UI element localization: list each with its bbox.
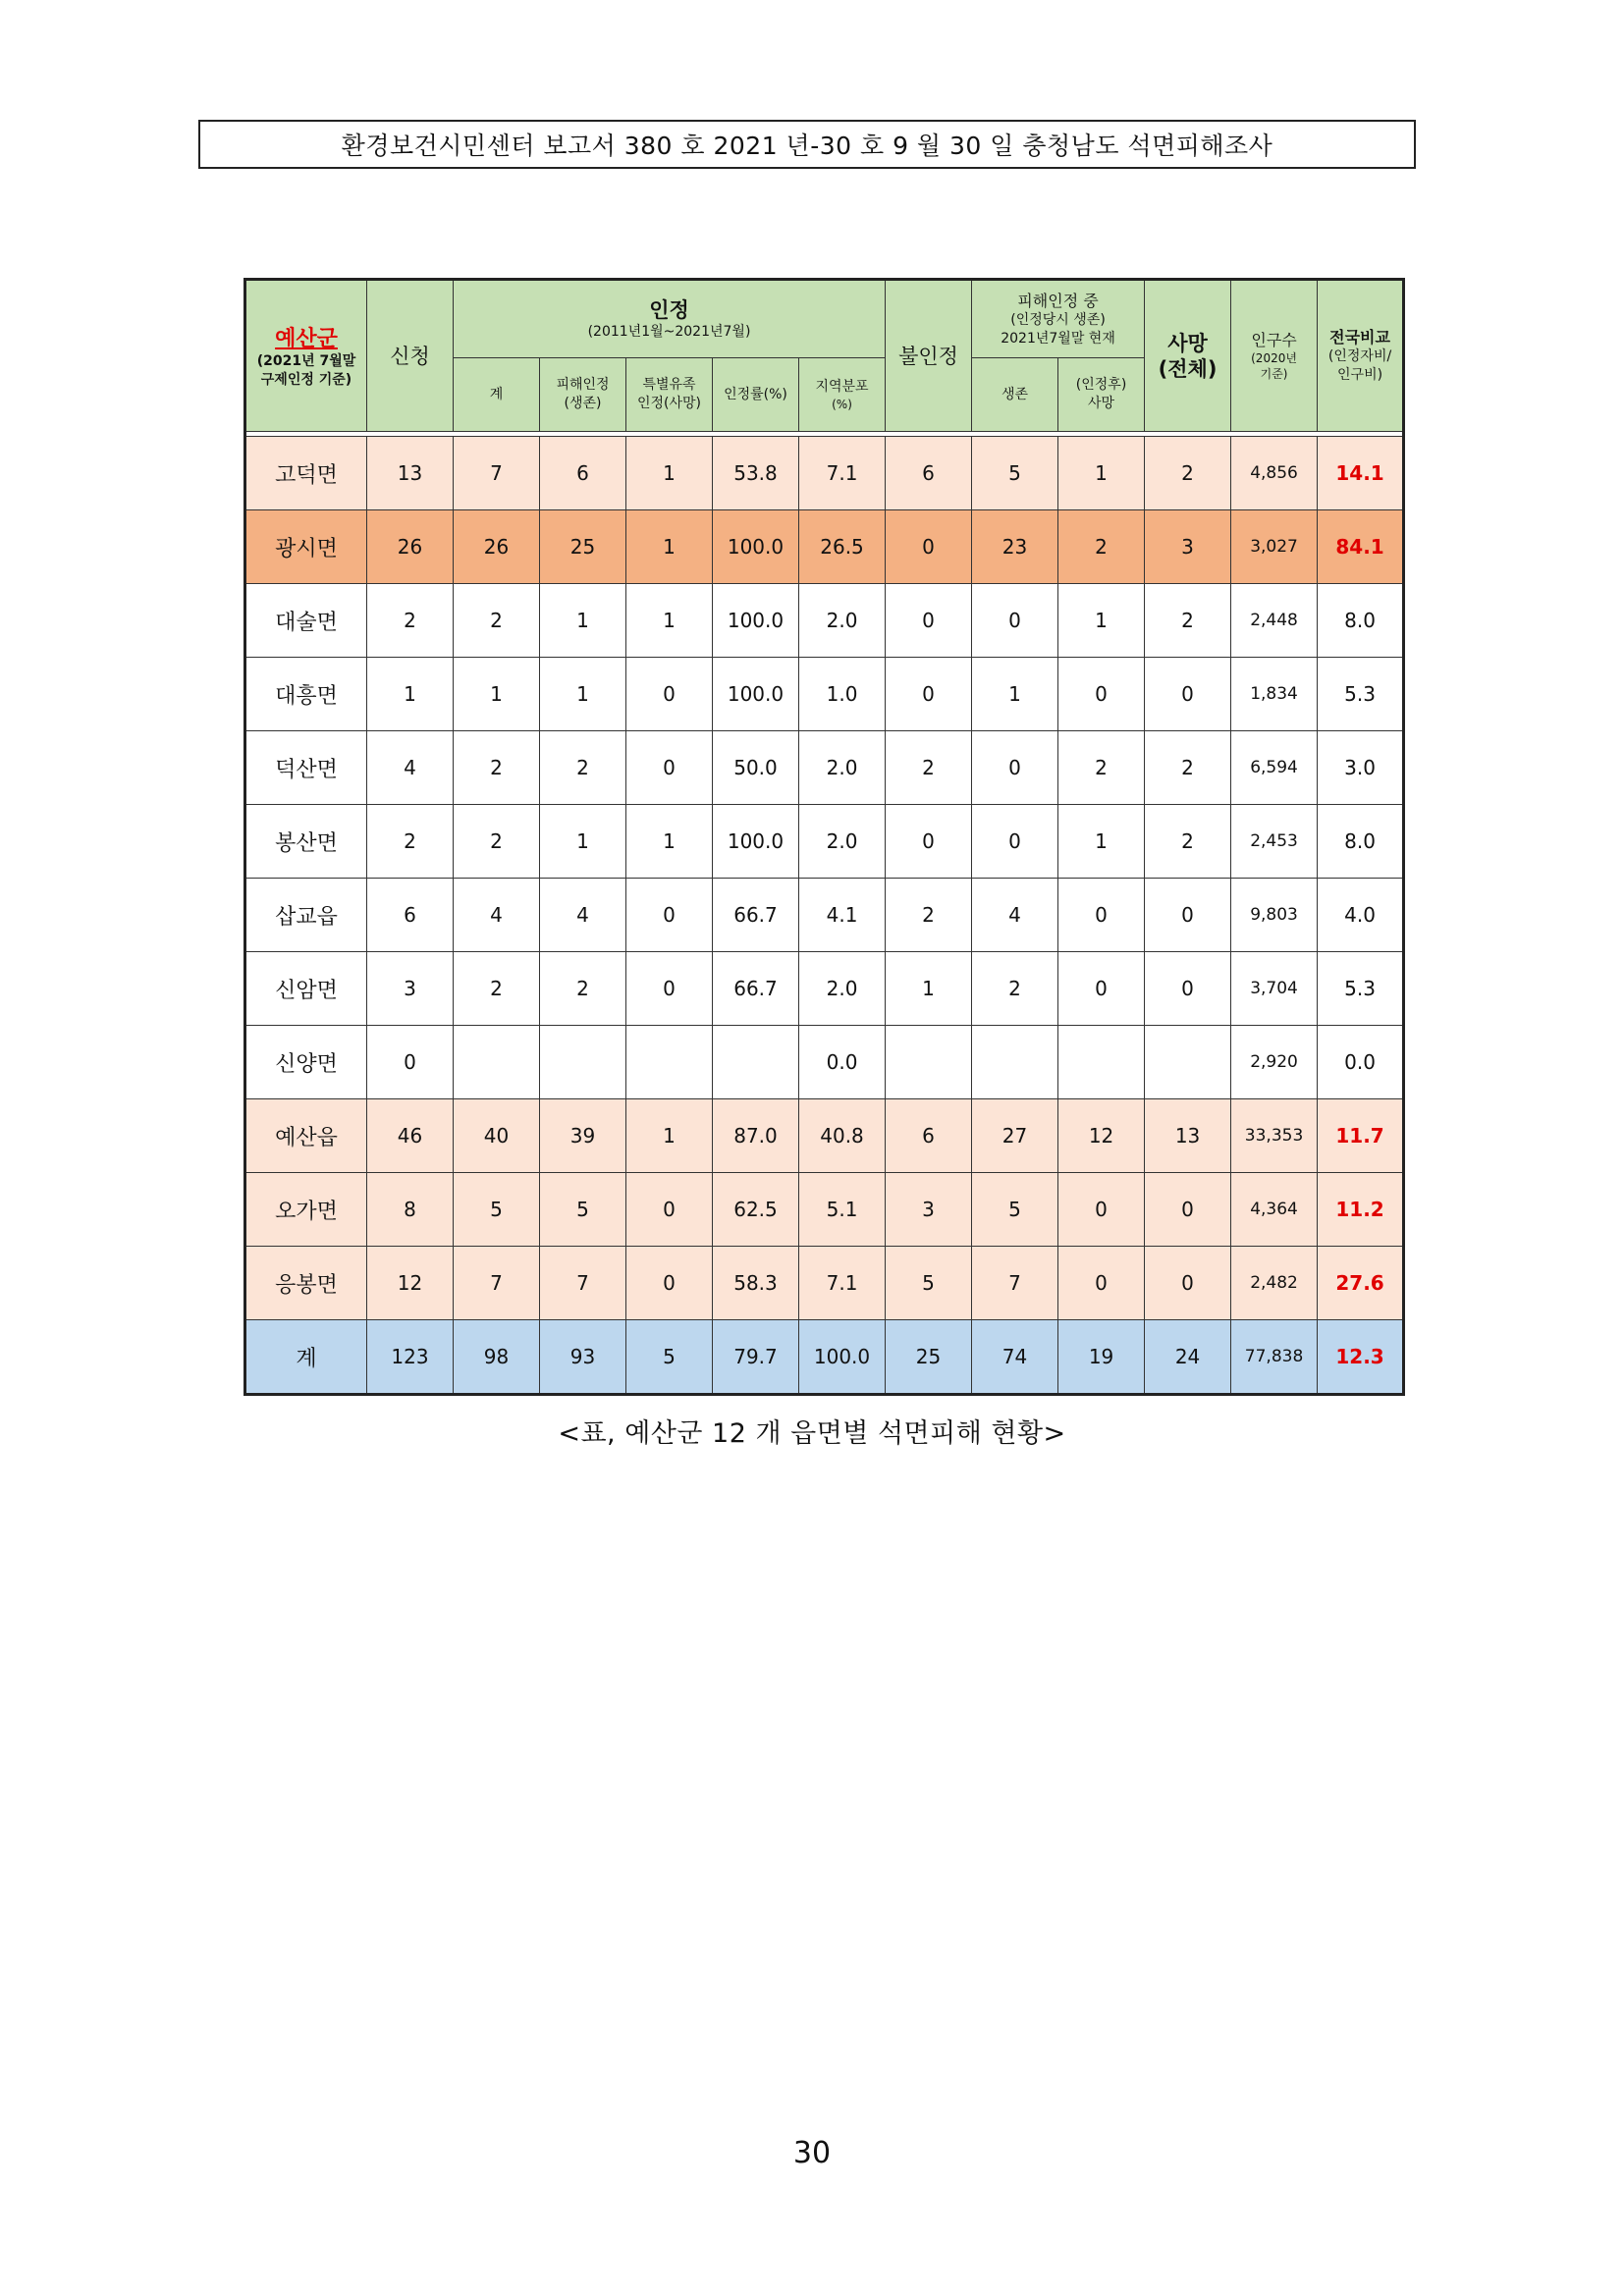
cell-dead-after: 0: [1058, 1247, 1145, 1320]
cell-compare: 12.3: [1318, 1320, 1404, 1395]
cell-damage: 1: [540, 584, 626, 658]
cell-death: 2: [1145, 437, 1231, 510]
table-body: [245, 432, 1404, 1395]
cell-dist: 2.0: [799, 584, 886, 658]
cell-compare: 5.3: [1318, 952, 1404, 1026]
table-caption: <표, 예산군 12 개 읍면별 석면피해 현황>: [558, 1418, 1066, 1449]
cell-death: 0: [1145, 952, 1231, 1026]
cell-special: 5: [626, 1320, 713, 1395]
header-recog-distribution: 지역분포 (%): [799, 358, 886, 432]
cell-special: 1: [626, 510, 713, 584]
cell-pop: 3,027: [1231, 510, 1318, 584]
cell-nonrecog: 0: [886, 584, 972, 658]
header-within-recognized: 피해인정 중 (인정당시 생존) 2021년7월말 현재: [972, 280, 1145, 358]
cell-dead-after: 19: [1058, 1320, 1145, 1395]
cell-compare: 5.3: [1318, 658, 1404, 731]
cell-rate: 100.0: [713, 658, 799, 731]
cell-alive: 7: [972, 1247, 1058, 1320]
cell-name: 신양면: [245, 1026, 367, 1099]
cell-compare: 0.0: [1318, 1026, 1404, 1099]
cell-apply: 6: [367, 879, 454, 952]
cell-rate: 100.0: [713, 584, 799, 658]
cell-pop: 2,448: [1231, 584, 1318, 658]
cell-alive: 5: [972, 437, 1058, 510]
cell-damage: 4: [540, 879, 626, 952]
cell-dist: 2.0: [799, 952, 886, 1026]
table-row: [245, 437, 1404, 510]
table-row: [245, 879, 1404, 952]
cell-pop: 6,594: [1231, 731, 1318, 805]
cell-alive: 74: [972, 1320, 1058, 1395]
cell-pop: 33,353: [1231, 1099, 1318, 1173]
table-row: [245, 510, 1404, 584]
cell-apply: 3: [367, 952, 454, 1026]
cell-dead-after: 0: [1058, 1173, 1145, 1247]
cell-damage: 93: [540, 1320, 626, 1395]
cell-total: 7: [454, 1247, 540, 1320]
table-row: [245, 1173, 1404, 1247]
report-header-title: 환경보건시민센터 보고서 380 호 2021 년-30 호 9 월 30 일 충청남도 석면피해조사: [341, 132, 1273, 160]
cell-death: 0: [1145, 658, 1231, 731]
cell-special: 1: [626, 437, 713, 510]
header-recog-total: 계: [454, 358, 540, 432]
table-row: [245, 658, 1404, 731]
cell-name: 삽교읍: [245, 879, 367, 952]
cell-pop: 2,920: [1231, 1026, 1318, 1099]
cell-pop: 2,453: [1231, 805, 1318, 879]
cell-death: 0: [1145, 879, 1231, 952]
cell-dist: 5.1: [799, 1173, 886, 1247]
cell-nonrecog: 6: [886, 1099, 972, 1173]
cell-name: 예산읍: [245, 1099, 367, 1173]
cell-apply: 12: [367, 1247, 454, 1320]
cell-name: 고덕면: [245, 437, 367, 510]
cell-dead-after: [1058, 1026, 1145, 1099]
cell-damage: 2: [540, 731, 626, 805]
cell-rate: 58.3: [713, 1247, 799, 1320]
cell-total: 4: [454, 879, 540, 952]
cell-total: 5: [454, 1173, 540, 1247]
cell-death: 3: [1145, 510, 1231, 584]
header-recognition: 인정 (2011년1월~2021년7월): [454, 280, 886, 358]
cell-alive: 4: [972, 879, 1058, 952]
page-number: 30: [792, 2136, 832, 2170]
cell-apply: 0: [367, 1026, 454, 1099]
cell-rate: 53.8: [713, 437, 799, 510]
cell-rate: 100.0: [713, 510, 799, 584]
table-row: [245, 952, 1404, 1026]
cell-rate: 100.0: [713, 805, 799, 879]
cell-rate: 87.0: [713, 1099, 799, 1173]
cell-damage: 2: [540, 952, 626, 1026]
cell-damage: 7: [540, 1247, 626, 1320]
table-row: [245, 1320, 1404, 1395]
cell-pop: 1,834: [1231, 658, 1318, 731]
cell-special: 0: [626, 731, 713, 805]
cell-name: 계: [245, 1320, 367, 1395]
cell-total: 1: [454, 658, 540, 731]
header-row-1: [245, 280, 1404, 358]
cell-compare: 27.6: [1318, 1247, 1404, 1320]
cell-alive: 0: [972, 731, 1058, 805]
cell-total: 98: [454, 1320, 540, 1395]
cell-dist: 100.0: [799, 1320, 886, 1395]
cell-compare: 11.7: [1318, 1099, 1404, 1173]
cell-compare: 11.2: [1318, 1173, 1404, 1247]
table-row: [245, 731, 1404, 805]
cell-name: 대흥면: [245, 658, 367, 731]
cell-special: 1: [626, 584, 713, 658]
cell-dead-after: 2: [1058, 510, 1145, 584]
cell-death: 2: [1145, 584, 1231, 658]
cell-name: 오가면: [245, 1173, 367, 1247]
cell-rate: 79.7: [713, 1320, 799, 1395]
cell-dist: 2.0: [799, 731, 886, 805]
table-row: [245, 1026, 1404, 1099]
header-region: 예산군 (2021년 7월말 구제인정 기준): [245, 280, 367, 432]
report-header: [198, 120, 1416, 169]
cell-apply: 2: [367, 584, 454, 658]
cell-dist: 7.1: [799, 1247, 886, 1320]
cell-special: 0: [626, 879, 713, 952]
cell-name: 신암면: [245, 952, 367, 1026]
cell-name: 광시면: [245, 510, 367, 584]
cell-damage: 1: [540, 658, 626, 731]
header-within-alive: 생존: [972, 358, 1058, 432]
cell-total: 40: [454, 1099, 540, 1173]
cell-damage: 6: [540, 437, 626, 510]
cell-death: 0: [1145, 1247, 1231, 1320]
cell-dead-after: 1: [1058, 805, 1145, 879]
table-row: [245, 584, 1404, 658]
cell-dead-after: 12: [1058, 1099, 1145, 1173]
cell-pop: 2,482: [1231, 1247, 1318, 1320]
cell-nonrecog: 3: [886, 1173, 972, 1247]
cell-apply: 13: [367, 437, 454, 510]
cell-total: 2: [454, 805, 540, 879]
cell-apply: 46: [367, 1099, 454, 1173]
cell-pop: 9,803: [1231, 879, 1318, 952]
cell-death: 2: [1145, 731, 1231, 805]
header-recog-special: 특별유족 인정(사망): [626, 358, 713, 432]
cell-special: [626, 1026, 713, 1099]
cell-special: 0: [626, 952, 713, 1026]
cell-special: 0: [626, 1173, 713, 1247]
cell-apply: 4: [367, 731, 454, 805]
cell-name: 덕산면: [245, 731, 367, 805]
table-row: [245, 1099, 1404, 1173]
cell-nonrecog: 6: [886, 437, 972, 510]
cell-dist: 0.0: [799, 1026, 886, 1099]
cell-dead-after: 2: [1058, 731, 1145, 805]
cell-name: 대술면: [245, 584, 367, 658]
cell-total: 26: [454, 510, 540, 584]
cell-compare: 4.0: [1318, 879, 1404, 952]
cell-special: 0: [626, 1247, 713, 1320]
cell-dist: 26.5: [799, 510, 886, 584]
cell-total: 2: [454, 584, 540, 658]
header-apply: 신청: [367, 280, 454, 432]
cell-apply: 8: [367, 1173, 454, 1247]
cell-damage: 5: [540, 1173, 626, 1247]
cell-dist: 2.0: [799, 805, 886, 879]
cell-damage: 25: [540, 510, 626, 584]
cell-compare: 8.0: [1318, 584, 1404, 658]
cell-nonrecog: 0: [886, 510, 972, 584]
cell-alive: 0: [972, 805, 1058, 879]
cell-pop: 77,838: [1231, 1320, 1318, 1395]
cell-dead-after: 0: [1058, 879, 1145, 952]
cell-rate: 50.0: [713, 731, 799, 805]
asbestos-damage-table: [244, 278, 1405, 1396]
cell-dead-after: 1: [1058, 584, 1145, 658]
cell-nonrecog: [886, 1026, 972, 1099]
cell-dead-after: 0: [1058, 658, 1145, 731]
cell-alive: 5: [972, 1173, 1058, 1247]
cell-alive: 1: [972, 658, 1058, 731]
cell-death: [1145, 1026, 1231, 1099]
table-row: [245, 805, 1404, 879]
cell-total: 2: [454, 952, 540, 1026]
cell-alive: 27: [972, 1099, 1058, 1173]
header-recog-rate: 인정률(%): [713, 358, 799, 432]
cell-death: 24: [1145, 1320, 1231, 1395]
cell-pop: 4,856: [1231, 437, 1318, 510]
cell-compare: 8.0: [1318, 805, 1404, 879]
cell-apply: 26: [367, 510, 454, 584]
cell-alive: 2: [972, 952, 1058, 1026]
cell-nonrecog: 0: [886, 805, 972, 879]
cell-dead-after: 0: [1058, 952, 1145, 1026]
cell-rate: [713, 1026, 799, 1099]
cell-nonrecog: 25: [886, 1320, 972, 1395]
cell-name: 응봉면: [245, 1247, 367, 1320]
cell-death: 0: [1145, 1173, 1231, 1247]
cell-total: [454, 1026, 540, 1099]
cell-nonrecog: 2: [886, 731, 972, 805]
cell-special: 1: [626, 1099, 713, 1173]
cell-compare: 3.0: [1318, 731, 1404, 805]
cell-nonrecog: 0: [886, 658, 972, 731]
cell-dist: 1.0: [799, 658, 886, 731]
cell-alive: 0: [972, 584, 1058, 658]
cell-pop: 3,704: [1231, 952, 1318, 1026]
cell-apply: 123: [367, 1320, 454, 1395]
header-recog-damage: 피해인정 (생존): [540, 358, 626, 432]
cell-death: 2: [1145, 805, 1231, 879]
cell-dead-after: 1: [1058, 437, 1145, 510]
cell-apply: 1: [367, 658, 454, 731]
header-within-dead: (인정후) 사망: [1058, 358, 1145, 432]
cell-apply: 2: [367, 805, 454, 879]
cell-total: 2: [454, 731, 540, 805]
cell-damage: 1: [540, 805, 626, 879]
cell-alive: 23: [972, 510, 1058, 584]
cell-total: 7: [454, 437, 540, 510]
cell-dist: 7.1: [799, 437, 886, 510]
cell-compare: 14.1: [1318, 437, 1404, 510]
header-death-total: 사망 (전체): [1145, 280, 1231, 432]
header-national-compare: 전국비교 (인정자비/ 인구비): [1318, 280, 1404, 432]
cell-special: 1: [626, 805, 713, 879]
header-population: 인구수 (2020년 기준): [1231, 280, 1318, 432]
cell-damage: 39: [540, 1099, 626, 1173]
damage-table-container: [244, 278, 1402, 1396]
cell-pop: 4,364: [1231, 1173, 1318, 1247]
cell-dist: 40.8: [799, 1099, 886, 1173]
cell-rate: 66.7: [713, 952, 799, 1026]
table-row: [245, 1247, 1404, 1320]
cell-death: 13: [1145, 1099, 1231, 1173]
cell-rate: 66.7: [713, 879, 799, 952]
cell-special: 0: [626, 658, 713, 731]
cell-nonrecog: 5: [886, 1247, 972, 1320]
cell-nonrecog: 2: [886, 879, 972, 952]
cell-name: 봉산면: [245, 805, 367, 879]
cell-compare: 84.1: [1318, 510, 1404, 584]
header-nonrecognition: 불인정: [886, 280, 972, 432]
cell-alive: [972, 1026, 1058, 1099]
cell-damage: [540, 1026, 626, 1099]
cell-nonrecog: 1: [886, 952, 972, 1026]
cell-rate: 62.5: [713, 1173, 799, 1247]
cell-dist: 4.1: [799, 879, 886, 952]
